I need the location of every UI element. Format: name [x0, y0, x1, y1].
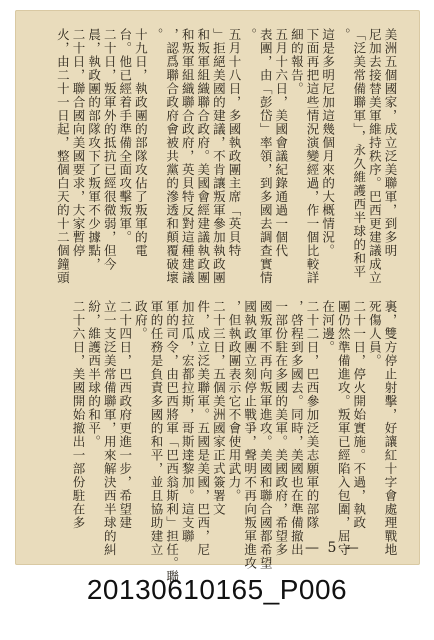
text-column: 二十六日，美國開始撤出一部份駐在多 — [71, 300, 86, 530]
text-column: 國執政團立刻停止戰爭，聲明不再向叛軍進攻 — [242, 300, 258, 570]
text-column: 尼加去接替美軍維持秩序。巴西更建議成立 — [367, 28, 383, 285]
text-column: 「泛美常備聯軍」，永久維護西半球的和平 — [351, 28, 367, 279]
text-column: 五月十八日，多國執政團主席「英貝特 — [227, 28, 242, 258]
text-column: 五月十六日，美國會議紀錄通過一個代 — [273, 28, 289, 258]
text-column: 這是多明尼加這幾個月來的大概情況。 — [320, 28, 336, 258]
text-column: 裏，雙方停止射擊，好讓紅十字會處理戰地 — [383, 300, 398, 557]
text-column: 政府。 — [133, 300, 149, 341]
text-column: 。 — [242, 28, 258, 42]
text-column: 晨，執政團的部隊攻下了叛軍不少據點， — [86, 28, 102, 271]
text-column: 紛，維護西半球的和平。 — [86, 300, 102, 449]
text-column: 在河邊。 — [320, 300, 336, 354]
text-column: 」拒絕美國的建議，不肯讓叛軍參加執政團 — [211, 28, 227, 285]
text-column: 和叛軍組織聯合政府，英貝特反對這種建議 — [180, 28, 196, 285]
text-column: 二十一日，停火開始實施。不過，執政 — [351, 300, 367, 530]
text-column: 表團，由「彭岱」率領，到多國去調查實情 — [258, 28, 274, 285]
text-column: 二十日，聯合國向美國要求，大家暫停 — [71, 28, 86, 258]
text-column: 細的報告。 — [289, 28, 305, 96]
page-number: — 5 — — [305, 540, 361, 556]
text-column: 軍的司令，由巴西將軍「巴西翁斯利」担任。聯 — [164, 300, 180, 584]
text-column: 台。他已經着手準備全面攻擊叛軍。 — [117, 28, 133, 244]
image-caption: 20130610165_P006 — [86, 574, 348, 605]
text-column: 。 — [336, 28, 352, 42]
text-column: 立一支泛美常備聯軍，用來解決西半球的糾 — [102, 300, 118, 557]
text-column: 。 — [149, 28, 164, 42]
text-column: 加拉瓜，宏都拉斯，哥斯達黎加。這支聯 — [180, 300, 196, 543]
text-column: 二十四日，巴西政府更進一步，希望建 — [117, 300, 133, 530]
text-column: ，啓程到多國去。同時，美國也在準備撤出 — [289, 300, 305, 557]
text-column: 團仍然準備進攻。叛軍已經陷入包圍，屈守 — [336, 300, 352, 557]
text-column: 十九日，執政團的部隊攻佔了叛軍的電 — [133, 28, 149, 258]
text-column: ，但執政團表示它不會使用武力。 — [227, 300, 242, 503]
text-column: 一部份駐在多國的美軍。美國政府，希望多 — [273, 300, 289, 557]
text-column: 二十日，叛軍外的抵抗已經很微弱，但今 — [102, 28, 118, 271]
text-column: 國叛軍不再向叛軍進攻。美國和聯合國都希望 — [258, 300, 274, 570]
text-column: 軍的任務是負責多國的和平，並且協助建立 — [149, 300, 164, 557]
text-column: 下面再把這些情況演變經過，作一個比較詳 — [305, 28, 320, 285]
text-column: 件，成立泛美聯軍。五國是美國，巴西，尼 — [195, 300, 211, 557]
text-column: 二十三日，五個美洲國家正式簽署文 — [211, 300, 227, 516]
text-column: 和叛軍組織聯合政府。美國會經建議執政團 — [195, 28, 211, 285]
text-column: 火，由二十一日起，整個白天的十二個鐘頭 — [55, 28, 71, 285]
text-column: 死傷人員。 — [367, 300, 383, 368]
text-column: ，認爲聯合政府會被共黨的滲透和顛覆破壞 — [164, 28, 180, 285]
text-column: 美洲五個國家，成立泛美聯軍，到多明 — [383, 28, 398, 258]
text-column: 二十二日，巴西參加泛美志願軍的部隊 — [305, 300, 320, 530]
